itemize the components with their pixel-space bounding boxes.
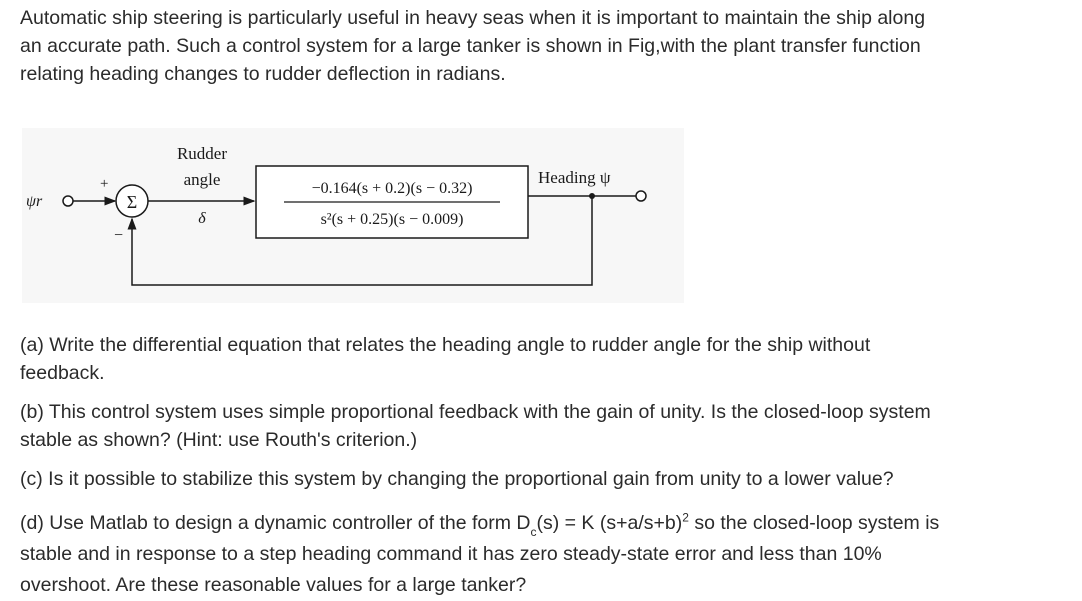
input-terminal (63, 196, 73, 206)
question-d-text-2: (s) = K (s+a/s+b) (536, 512, 683, 534)
question-b-line-2: stable as shown? (Hint: use Routh's criterion.) (20, 429, 418, 451)
question-d (20, 508, 1060, 601)
output-terminal (636, 191, 646, 201)
input-label: ψr (26, 193, 43, 210)
question-d-text-1: (d) Use Matlab to design a dynamic controller of the form D (20, 512, 531, 534)
block-diagram-svg (22, 128, 684, 303)
question-c-line-1: (c) Is it possible to stabilize this system by changing the proportional gain from unity to a lower value? (20, 468, 894, 490)
question-d-line-3: overshoot. Are these reasonable values for a large tanker? (20, 574, 527, 596)
rudder-label-2: angle (183, 170, 221, 189)
question-d-line-2: stable and in response to a step heading command it has zero steady-state error and less than 10% (20, 543, 882, 565)
output-label: Heading ψ (538, 168, 611, 187)
sigma-symbol: Σ (126, 192, 138, 212)
question-a (20, 331, 1060, 387)
rudder-label-1: Rudder (176, 144, 228, 163)
intro-line-3: relating heading changes to rudder deflection in radians. (20, 63, 506, 85)
question-d-text-3: so the closed-loop system is (688, 512, 940, 534)
question-b-line-1: (b) This control system uses simple proportional feedback with the gain of unity. Is the closed-loop system (20, 401, 931, 423)
question-d-superscript: 2 (682, 510, 689, 525)
question-a-line-1: (a) Write the differential equation that relates the heading angle to rudder angle for the ship without (20, 334, 871, 356)
question-a-line-2: feedback. (20, 362, 105, 384)
transfer-denominator: s²(s + 0.25)(s − 0.009) (320, 211, 464, 228)
block-diagram (22, 128, 684, 303)
question-b (20, 398, 1060, 454)
intro-line-2: an accurate path. Such a control system for a large tanker is shown in Fig,with the plant transfer function (20, 35, 921, 57)
problem-intro (20, 4, 1060, 88)
question-d-subscript: c (530, 524, 537, 539)
plus-sign: + (100, 176, 109, 192)
transfer-numerator: −0.164(s + 0.2)(s − 0.32) (311, 180, 473, 197)
minus-sign: − (114, 227, 124, 244)
question-c (20, 465, 1060, 493)
rudder-symbol: δ (198, 210, 206, 227)
intro-line-1: Automatic ship steering is particularly useful in heavy seas when it is important to maintain the ship along (20, 7, 926, 29)
